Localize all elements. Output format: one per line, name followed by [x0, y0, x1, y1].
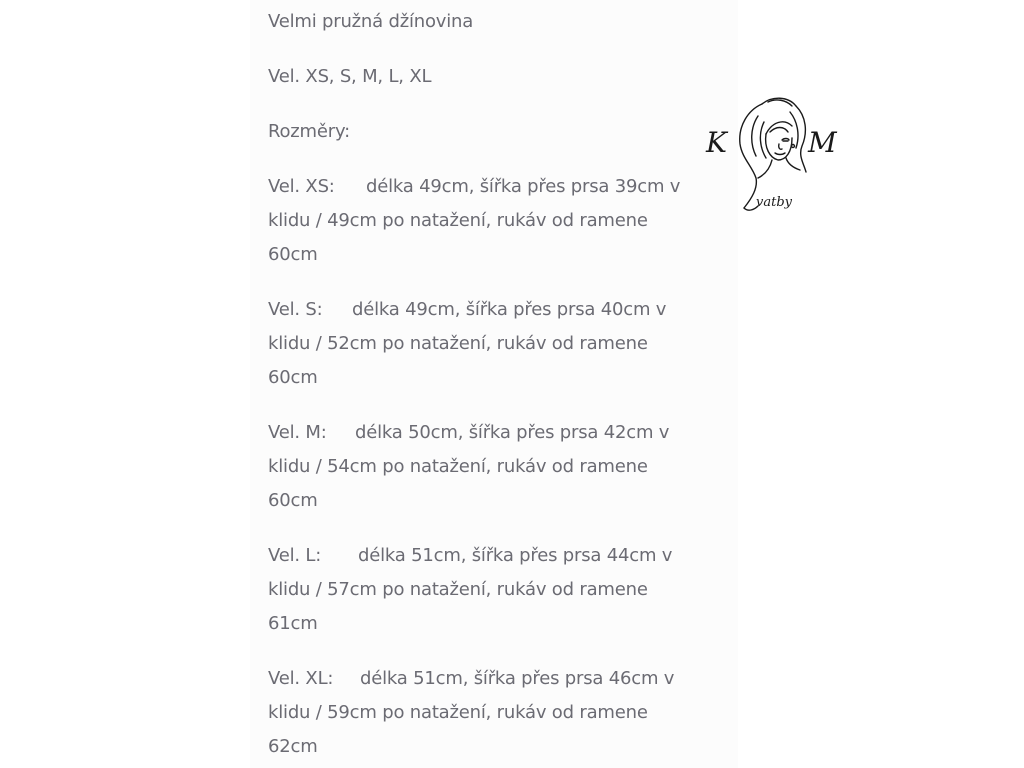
size-row-s [268, 293, 738, 395]
size-line-1: délka 49cm, šířka přes prsa 40cm v [352, 299, 667, 320]
logo-tagline: vatby [756, 195, 792, 210]
size-line-1: délka 49cm, šířka přes prsa 39cm v [366, 176, 681, 197]
size-line-2: klidu / 59cm po natažení, rukáv od ramene [268, 702, 648, 723]
size-line-3: 61cm [268, 613, 318, 634]
product-description [268, 5, 738, 764]
size-line-1: délka 51cm, šířka přes prsa 44cm v [358, 545, 673, 566]
dimensions-heading: Rozměry: [268, 121, 350, 142]
size-row-l [268, 539, 738, 641]
size-line-1: délka 50cm, šířka přes prsa 42cm v [355, 422, 670, 443]
size-row-xs [268, 170, 738, 272]
brand-logo [700, 92, 850, 227]
size-label: Vel. M: [268, 422, 327, 443]
size-line-1: délka 51cm, šířka přes prsa 46cm v [360, 668, 675, 689]
sizes-text: Vel. XS, S, M, L, XL [268, 66, 432, 87]
logo-letter-m: M [808, 126, 837, 159]
size-label: Vel. S: [268, 299, 323, 320]
size-row-m [268, 416, 738, 518]
size-line-2: klidu / 54cm po natažení, rukáv od ramene [268, 456, 648, 477]
size-line-3: 62cm [268, 736, 318, 757]
size-label: Vel. XL: [268, 668, 334, 689]
size-line-3: 60cm [268, 367, 318, 388]
material-text: Velmi pružná džínovina [268, 11, 474, 32]
size-line-3: 60cm [268, 490, 318, 511]
size-line-2: klidu / 57cm po natažení, rukáv od ramene [268, 579, 648, 600]
size-line-2: klidu / 52cm po natažení, rukáv od ramene [268, 333, 648, 354]
size-label: Vel. L: [268, 545, 322, 566]
size-label: Vel. XS: [268, 176, 335, 197]
logo-letter-k: K [706, 126, 727, 159]
size-line-2: klidu / 49cm po natažení, rukáv od ramene [268, 210, 648, 231]
size-row-xl [268, 662, 738, 764]
size-line-3: 60cm [268, 244, 318, 265]
